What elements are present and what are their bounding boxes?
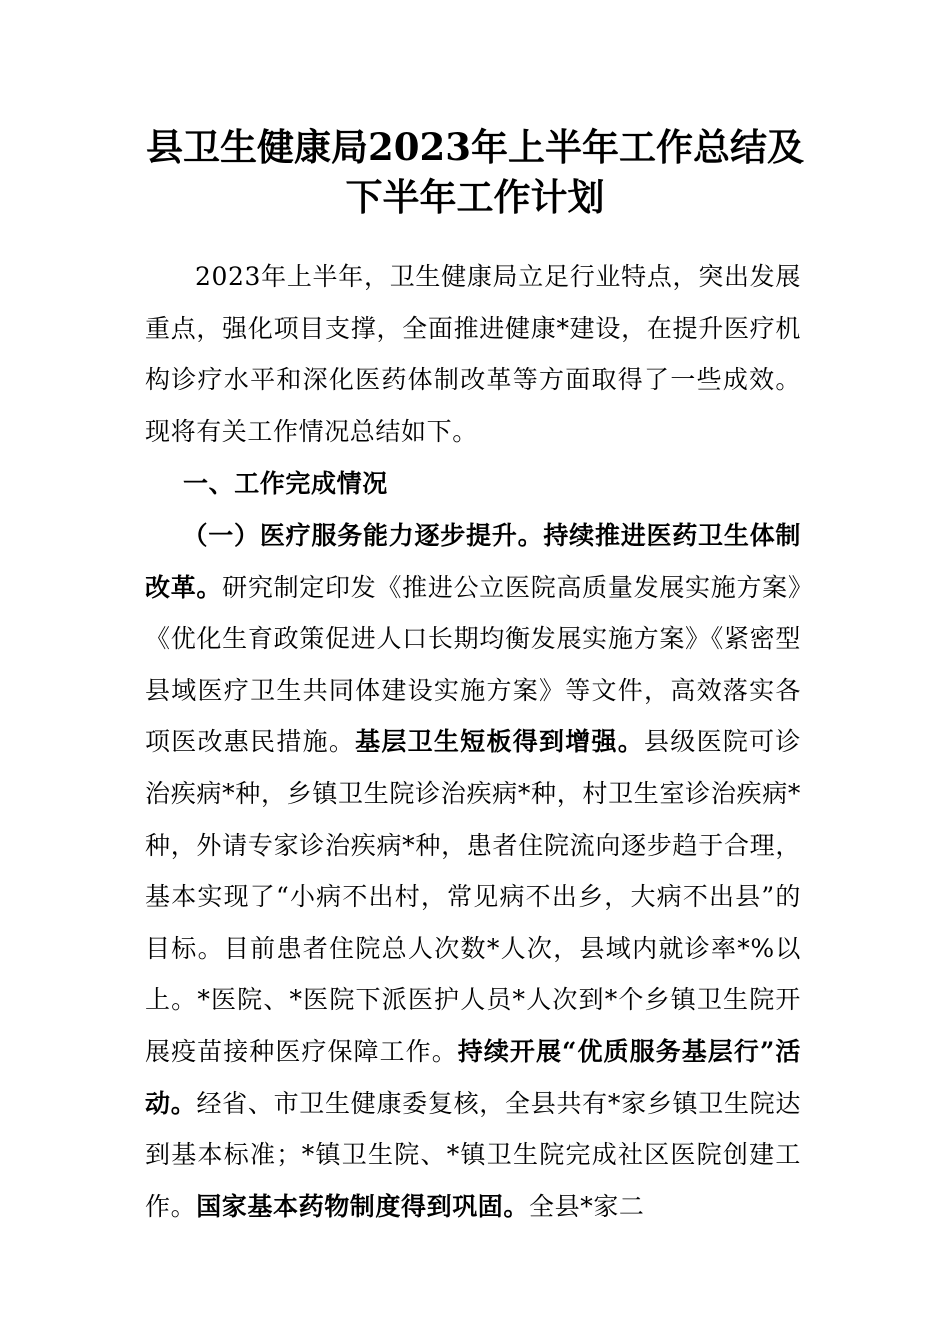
paragraph-text: 研究制定印发《推进公立医院高质量发展实施方案》《优化生育政策促进人口长期均衡发展实施方案》《紧密型县域医疗卫生共同体建设实施方案》等文件，高效落实各项医改惠民措施。 [145, 572, 801, 757]
paragraph-text: 经省、市卫生健康委复核，全县共有*家乡镇卫生院达到基本标准；*镇卫生院、*镇卫生院完成社区医院创建工作。 [145, 1088, 801, 1221]
inline-heading: 基层卫生短板得到增强。 [355, 727, 645, 757]
inline-heading: 国家基本药物制度得到巩固。 [196, 1191, 530, 1221]
document-title: 县卫生健康局2023年上半年工作总结及下半年工作计划 [146, 125, 804, 219]
section-heading: 一、工作完成情况 [183, 469, 388, 498]
paragraph-text: 县级医院可诊治疾病*种，乡镇卫生院诊治疾病*种，村卫生室诊治疾病*种，外请专家诊治疾病*种，患者住院流向逐步趋于合理，基本实现了“小病不出村，常见病不出乡，大病不出县”的目标。目前患者住院总人次数*人次，县域内就诊率*%以上。*医院、*医院下派医护人员*人次到*个乡镇卫生院开展疫苗接种医疗保障工作。 [145, 727, 801, 1066]
subsection-lead: （一）医疗服务能力逐步提升。持续推进医药卫生体制改革。 [145, 521, 801, 602]
section-paragraph [145, 510, 801, 1232]
paragraph-text: 全县*家二 [529, 1191, 645, 1221]
inline-heading: 持续开展“优质服务基层行”活动。 [145, 1036, 801, 1118]
intro-paragraph: 2023年上半年，卫生健康局立足行业特点，突出发展重点，强化项目支撑，全面推进健康*建设，在提升医疗机构诊疗水平和深化医药体制改革等方面取得了一些成效。现将有关工作情况总结如下。 [145, 262, 801, 446]
